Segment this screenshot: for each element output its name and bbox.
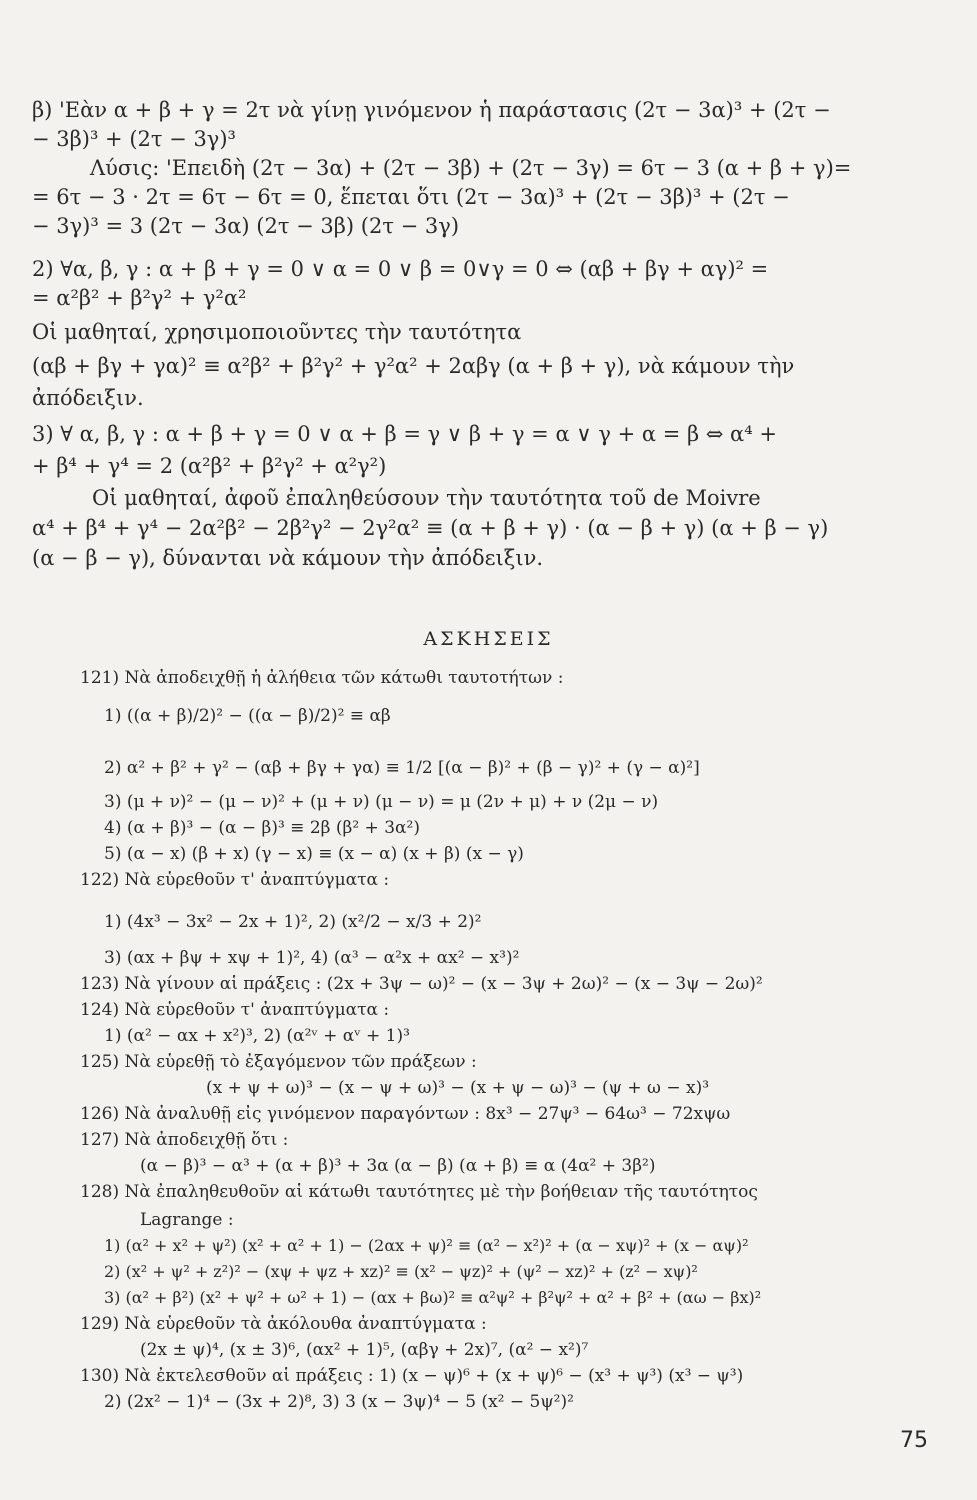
exercise-line: 123) Νὰ γίνουν αἱ πράξεις : (2x + 3ψ − ω)² − (x − 3ψ + 2ω)² − (x − 3ψ − 2ω)² [80, 974, 763, 994]
exercise-line: 3) (μ + ν)² − (μ − ν)² + (μ + ν) (μ − ν) = μ (2ν + μ) + ν (2μ − ν) [104, 792, 659, 812]
exercise-line: 1) (α² + x² + ψ²) (x² + α² + 1) − (2αx + ψ)² ≡ (α² − x²)² + (α − xψ)² + (x − αψ)² [104, 1236, 749, 1255]
text-line: Οἱ μαθηταί, ἀφοῦ ἐπαληθεύσουν τὴν ταυτότητα τοῦ de Moivre [92, 486, 761, 510]
text-line: = α²β² + β²γ² + γ²α² [32, 286, 247, 310]
text-line: α⁴ + β⁴ + γ⁴ − 2α²β² − 2β²γ² − 2γ²α² ≡ (α + β + γ) · (α − β + γ) (α + β − γ) [32, 516, 829, 540]
text-line: 2) ∀α, β, γ : α + β + γ = 0 ∨ α = 0 ∨ β = 0∨γ = 0 ⇔ (αβ + βγ + αγ)² = [32, 257, 769, 281]
text-line: 3) ∀ α, β, γ : α + β + γ = 0 ∨ α + β = γ ∨ β + γ = α ∨ γ + α = β ⇔ α⁴ + [32, 422, 777, 446]
exercise-line: 122) Νὰ εὑρεθοῦν τ' ἀναπτύγματα : [80, 870, 390, 890]
exercise-line: 130) Νὰ ἐκτελεσθοῦν αἱ πράξεις : 1) (x − ψ)⁶ + (x + ψ)⁶ − (x³ + ψ³) (x³ − ψ³) [80, 1366, 744, 1386]
exercise-line: 129) Νὰ εὑρεθοῦν τὰ ἀκόλουθα ἀναπτύγματα : [80, 1314, 487, 1334]
text-line: ἀπόδειξιν. [32, 386, 144, 410]
exercise-line: 3) (α² + β²) (x² + ψ² + ω² + 1) − (αx + βω)² ≡ α²ψ² + β²ψ² + α² + β² + (αω − βx)² [104, 1288, 762, 1307]
exercise-line: 4) (α + β)³ − (α − β)³ ≡ 2β (β² + 3α²) [104, 818, 420, 838]
text-line: (α − β − γ), δύνανται νὰ κάμουν τὴν ἀπόδειξιν. [32, 546, 544, 570]
exercise-line: 121) Νὰ ἀποδειχθῇ ἡ ἀλήθεια τῶν κάτωθι ταυτοτήτων : [80, 668, 564, 688]
exercise-line: 5) (α − x) (β + x) (γ − x) ≡ (x − α) (x + β) (x − γ) [104, 844, 524, 864]
text-line: β) 'Εὰν α + β + γ = 2τ νὰ γίνῃ γινόμενον ἡ παράστασις (2τ − 3α)³ + (2τ − [32, 98, 831, 122]
text-line: − 3γ)³ = 3 (2τ − 3α) (2τ − 3β) (2τ − 3γ) [32, 214, 460, 238]
exercise-line: 1) (4x³ − 3x² − 2x + 1)², 2) (x²/2 − x/3 + 2)² [104, 912, 482, 932]
exercise-line: 126) Νὰ ἀναλυθῇ εἰς γινόμενον παραγόντων : 8x³ − 27ψ³ − 64ω³ − 72xψω [80, 1104, 731, 1124]
section-heading: ΑΣΚΗΣΕΙΣ [423, 628, 554, 650]
page-number: 75 [900, 1428, 928, 1453]
exercise-line: 2) (x² + ψ² + z²)² − (xψ + ψz + xz)² ≡ (x² − ψz)² + (ψ² − xz)² + (z² − xψ)² [104, 1262, 698, 1281]
exercise-line: 124) Νὰ εὑρεθοῦν τ' ἀναπτύγματα : [80, 1000, 390, 1020]
text-line: − 3β)³ + (2τ − 3γ)³ [32, 127, 236, 151]
exercise-line: 1) ((α + β)/2)² − ((α − β)/2)² ≡ αβ [104, 706, 391, 726]
exercise-line: Lagrange : [140, 1210, 234, 1230]
exercise-line: 3) (αx + βψ + xψ + 1)², 4) (α³ − α²x + αx² − x³)² [104, 948, 520, 968]
exercise-line: (α − β)³ − α³ + (α + β)³ + 3α (α − β) (α + β) ≡ α (4α² + 3β²) [140, 1156, 656, 1176]
exercise-line: 125) Νὰ εὑρεθῇ τὸ ἐξαγόμενον τῶν πράξεων : [80, 1052, 477, 1072]
exercise-line: 2) α² + β² + γ² − (αβ + βγ + γα) ≡ 1/2 [(α − β)² + (β − γ)² + (γ − α)²] [104, 758, 700, 778]
text-line: + β⁴ + γ⁴ = 2 (α²β² + β²γ² + α²γ²) [32, 454, 387, 478]
exercise-line: (x + ψ + ω)³ − (x − ψ + ω)³ − (x + ψ − ω)³ − (ψ + ω − x)³ [206, 1078, 710, 1098]
text-line: (αβ + βγ + γα)² ≡ α²β² + β²γ² + γ²α² + 2αβγ (α + β + γ), νὰ κάμουν τὴν [32, 354, 795, 378]
text-line: Οἱ μαθηταί, χρησιμοποιοῦντες τὴν ταυτότητα [32, 320, 522, 344]
exercise-line: (2x ± ψ)⁴, (x ± 3)⁶, (αx² + 1)⁵, (αβγ + 2x)⁷, (α² − x²)⁷ [140, 1340, 589, 1360]
exercise-line: 128) Νὰ ἐπαληθευθοῦν αἱ κάτωθι ταυτότητες μὲ τὴν βοήθειαν τῆς ταυτότητος [80, 1182, 758, 1202]
exercise-line: 1) (α² − αx + x²)³, 2) (α²ᵛ + αᵛ + 1)³ [104, 1026, 410, 1046]
text-line: Λύσις: 'Επειδὴ (2τ − 3α) + (2τ − 3β) + (2τ − 3γ) = 6τ − 3 (α + β + γ)= [90, 156, 852, 180]
exercise-line: 2) (2x² − 1)⁴ − (3x + 2)⁸, 3) 3 (x − 3ψ)⁴ − 5 (x² − 5ψ²)² [104, 1392, 574, 1412]
exercise-line: 127) Νὰ ἀποδειχθῇ ὅτι : [80, 1130, 289, 1150]
text-line: = 6τ − 3 · 2τ = 6τ − 6τ = 0, ἕπεται ὅτι (2τ − 3α)³ + (2τ − 3β)³ + (2τ − [32, 185, 790, 209]
